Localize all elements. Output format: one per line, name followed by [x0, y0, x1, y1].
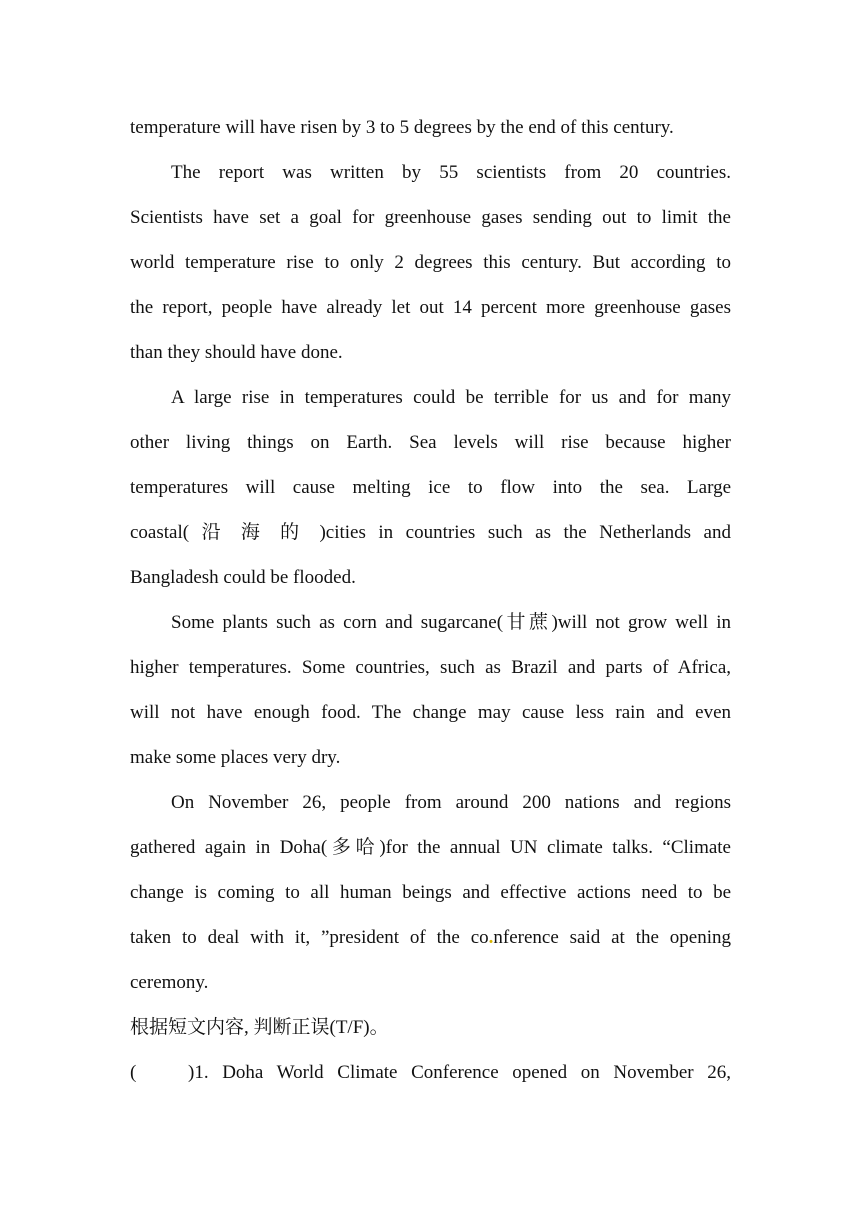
text-line: [130, 915, 731, 960]
answer-blank[interactable]: (: [130, 1062, 137, 1083]
instruction: 根据短文内容, 判断正误(T/F)。: [130, 1017, 389, 1038]
text-line: coastal( 沿 海 的 )cities in countries such as the Netherlands and: [130, 522, 731, 543]
question-1: [130, 1050, 731, 1095]
text-line: Scientists have set a goal for greenhouse gases sending out to limit the: [130, 207, 731, 228]
text-line: temperatures will cause melting ice to flow into the sea. Large: [130, 477, 731, 498]
text-line: change is coming to all human beings and effective actions need to be: [130, 882, 731, 903]
text-line: The report was written by 55 scientists from 20 countries.: [171, 162, 731, 183]
highlight-marker: .: [488, 927, 494, 948]
text-line: Bangladesh could be flooded.: [130, 567, 356, 588]
text-line: than they should have done.: [130, 342, 343, 363]
text-line: Some plants such as corn and sugarcane(甘蔗)will not grow well in: [171, 612, 731, 633]
text-line: A large rise in temperatures could be terrible for us and for many: [171, 387, 731, 408]
text-line: make some places very dry.: [130, 747, 341, 768]
text-line: will not have enough food. The change may cause less rain and even: [130, 702, 731, 723]
text-line: gathered again in Doha(多哈)for the annual UN climate talks. “Climate: [130, 837, 731, 858]
article-text: [130, 105, 731, 1095]
text-line: the report, people have already let out 14 percent more greenhouse gases: [130, 297, 731, 318]
text-line: ceremony.: [130, 972, 209, 993]
text-fragment: taken to deal with it, ”president of the co: [130, 927, 489, 948]
text-line: On November 26, people from around 200 nations and regions: [171, 792, 731, 813]
text-line: world temperature rise to only 2 degrees this century. But according to: [130, 252, 731, 273]
question-text: )1. Doha World Climate Conference opened on November 26,: [188, 1062, 731, 1083]
text-line: other living things on Earth. Sea levels will rise because higher: [130, 432, 731, 453]
text-fragment: nference said at the opening: [493, 927, 731, 948]
text-line: temperature will have risen by 3 to 5 degrees by the end of this century.: [130, 117, 674, 138]
text-line: higher temperatures. Some countries, such as Brazil and parts of Africa,: [130, 657, 731, 678]
